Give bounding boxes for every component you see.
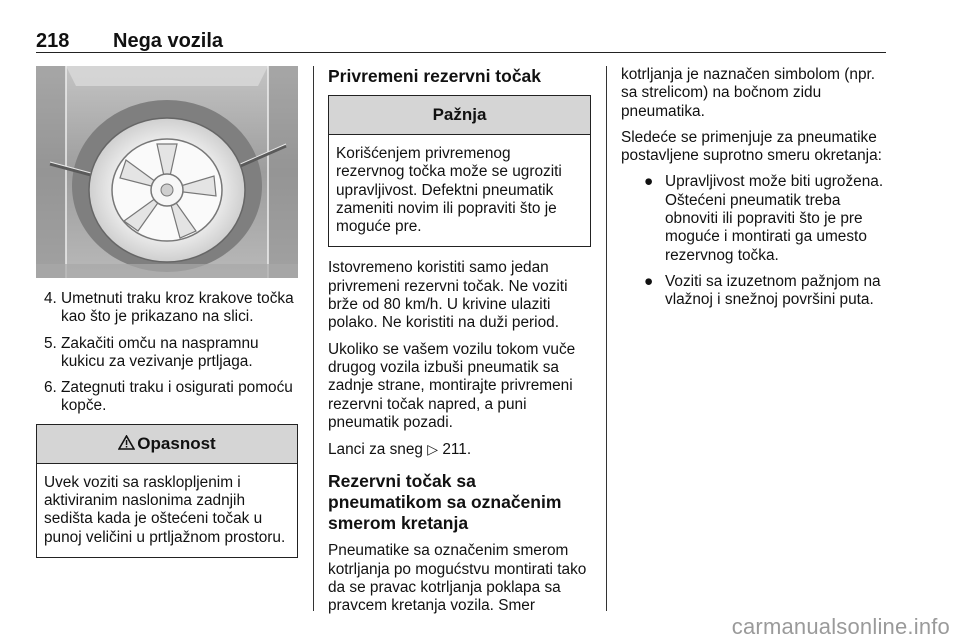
paragraph: Sledeće se primenjuje za pneumatike postavljene suprotno smeru okretanja: xyxy=(621,128,882,165)
warning-icon xyxy=(118,425,135,463)
page-reference-icon: ▷ xyxy=(427,441,439,458)
spare-wheel-figure xyxy=(36,66,298,278)
page-reference-link[interactable]: 211. xyxy=(442,441,472,459)
bullet-icon: ● xyxy=(644,272,654,290)
paragraph: kotrljanja je naznačen simbolom (npr. sa strelicom) na bočnom zidu pneumatika. xyxy=(621,66,876,120)
list-item: 4. Umetnuti traku kroz krakove točka kao što je prikazano na slici. xyxy=(44,290,294,326)
list-item: ● Upravljivost može biti ugrožena. Oštećeni pneumatik treba obnoviti ili popraviti što je pre moguće i montirati ga umesto rezervnog točka. xyxy=(644,173,884,264)
trunk-spare-wheel-illustration xyxy=(36,66,298,278)
danger-box-header xyxy=(37,425,297,464)
caution-box-title: Pažnja xyxy=(329,96,590,135)
snow-chains-reference: Lanci za sneg ▷ 211. xyxy=(328,441,472,459)
paragraph: Istovremeno koristiti samo jedan privremeni rezervni točak. Ne voziti brže od 80 km/h. U krivine ulaziti polako. Ne koristiti na duži period. xyxy=(328,259,568,332)
page-header xyxy=(36,30,886,53)
column-divider-2 xyxy=(606,66,607,611)
page-number: 218 xyxy=(36,30,70,52)
bullet-list xyxy=(621,173,889,309)
paragraph: Ukoliko se vašem vozilu tokom vuče drugog vozila izbuši pneumatik sa zadnje strane, montirajte privremeni rezervni točak napred, a puni pneumatik pozadi. xyxy=(328,340,576,431)
right-column xyxy=(621,66,889,318)
paragraph: Pneumatike sa označenim smerom kotrljanja po mogućstvu montirati tako da se pravac kotrljanja poklapa sa pravcem kretanja vozila. Smer xyxy=(328,542,587,615)
caution-box xyxy=(328,95,591,247)
bullet-icon: ● xyxy=(644,173,654,191)
danger-box xyxy=(36,424,298,558)
column-divider-1 xyxy=(313,66,314,611)
list-item: 6. Zategnuti traku i osigurati pomoću kopče. xyxy=(44,379,293,415)
danger-box-title: Opasnost xyxy=(137,433,216,453)
caution-box-text: Korišćenjem privremenog rezervnog točka može se ugroziti upravljivost. Defektni pneumatik zameniti novim ili popraviti što je moguće pre. xyxy=(336,145,562,236)
left-column xyxy=(36,66,298,558)
section-heading: Privremeni rezervni točak xyxy=(328,66,542,86)
page-title: Nega vozila xyxy=(113,30,224,52)
watermark: carmanualsonline.info xyxy=(731,614,950,639)
list-item: ● Voziti sa izuzetnom pažnjom na vlažnoj i snežnoj površini puta. xyxy=(644,272,881,309)
section-heading-2: Rezervni točak sa pneumatikom sa označenim smerom kretanja xyxy=(328,471,562,534)
middle-column xyxy=(328,66,591,624)
list-item: 5. Zakačiti omču na naspramnu kukicu za vezivanje prtljaga. xyxy=(44,334,259,370)
instruction-steps xyxy=(36,290,298,416)
danger-box-text: Uvek voziti sa rasklopljenim i aktiviranim naslonima zadnjih sedišta kada je oštećeni točak u punoj veličini u prtljažnom prostoru. xyxy=(44,473,286,546)
